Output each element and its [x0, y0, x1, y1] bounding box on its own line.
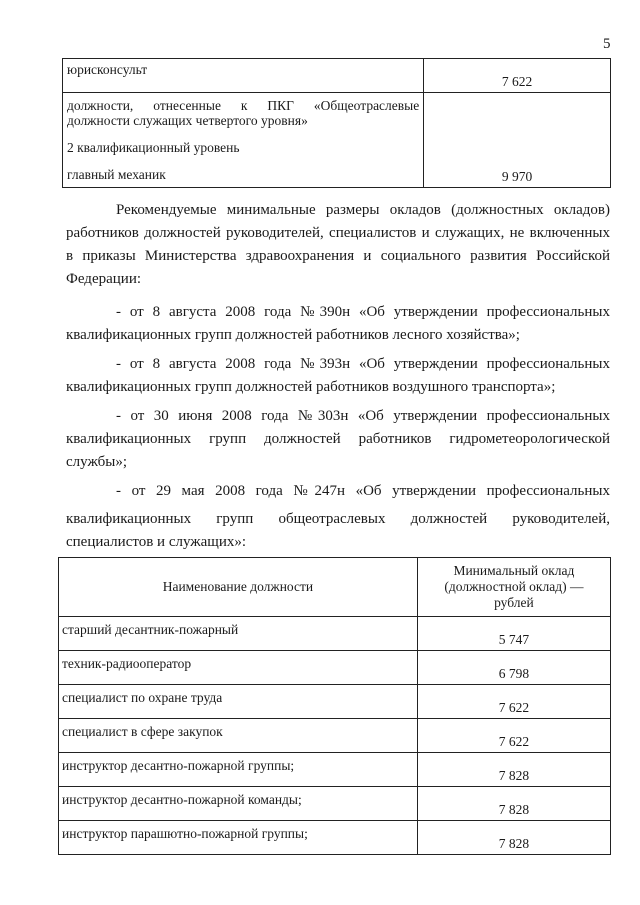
table-row — [63, 59, 611, 93]
item-4-line-3: специалистов и служащих»: — [66, 534, 247, 550]
salary-value: 7 828 — [417, 753, 610, 787]
item-2-line-1: - от 8 августа 2008 года №393н «Об утверждении профессиональных — [116, 356, 610, 372]
table-row — [59, 651, 611, 685]
table-row — [59, 787, 611, 821]
salary-table — [58, 557, 611, 855]
item-4-line-2: квалификационных групп общеотраслевых должностей руководителей, — [66, 511, 610, 527]
position-name: специалист в сфере закупок — [59, 719, 418, 753]
body-text — [66, 199, 610, 554]
table-header-row — [59, 558, 611, 617]
salary-value: 6 798 — [417, 651, 610, 685]
header-position-name: Наименование должности — [59, 558, 418, 617]
item-3-line-3: службы»; — [66, 454, 127, 470]
position-name: старший десантник-пожарный — [59, 617, 418, 651]
salary-value: 7 622 — [417, 685, 610, 719]
position-name-cell — [63, 59, 424, 93]
item-4-line-1: - от 29 мая 2008 года №247н «Об утверждении профессиональных — [116, 483, 610, 499]
group-title-line-2: должности служащих четвертого уровня» — [67, 113, 308, 128]
intro-line-3: в приказы Министерства здравоохранения и социального развития Российской — [66, 248, 610, 264]
table-row — [59, 617, 611, 651]
header-minimum-salary — [417, 558, 610, 617]
group-title-line-1: должности, отнесенные к ПКГ «Общеотраслевые — [67, 98, 420, 113]
table-row — [59, 719, 611, 753]
item-1-line-2: квалификационных групп должностей работников лесного хозяйства»; — [66, 327, 520, 343]
item-3-line-2: квалификационных групп должностей работников гидрометеорологической — [66, 431, 610, 447]
header-salary-line-2: (должностной оклад) — — [444, 579, 584, 594]
salary-value: 7 828 — [417, 821, 610, 855]
salary-value: 7 622 — [424, 59, 611, 93]
salary-value: 5 747 — [417, 617, 610, 651]
salary-value: 9 970 — [424, 93, 611, 188]
item-3-line-1: - от 30 июня 2008 года №303н «Об утверждении профессиональных — [116, 408, 610, 424]
page-number: 5 — [603, 36, 611, 52]
position-name: главный механик — [67, 167, 166, 182]
table-row — [63, 93, 611, 188]
header-salary-line-3: рублей — [494, 595, 534, 610]
item-1-line-1: - от 8 августа 2008 года №390н «Об утверждении профессиональных — [116, 304, 610, 320]
intro-line-1: Рекомендуемые минимальные размеры окладов (должностных окладов) — [116, 202, 610, 218]
position-name: техник-радиооператор — [59, 651, 418, 685]
table-row — [59, 821, 611, 855]
qualification-level: 2 квалификационный уровень — [67, 140, 240, 155]
position-name: инструктор десантно-пожарной группы; — [59, 753, 418, 787]
position-group-cell — [63, 93, 424, 188]
salary-value: 7 828 — [417, 787, 610, 821]
intro-line-4: Федерации: — [66, 271, 142, 287]
salary-value: 7 622 — [417, 719, 610, 753]
table-row — [59, 753, 611, 787]
table-row — [59, 685, 611, 719]
position-name: специалист по охране труда — [59, 685, 418, 719]
header-salary-line-1: Минимальный оклад — [453, 563, 575, 578]
position-name: инструктор десантно-пожарной команды; — [59, 787, 418, 821]
top-salary-table — [62, 58, 611, 188]
position-name: юрисконсульт — [67, 62, 148, 77]
position-name: инструктор парашютно-пожарной группы; — [59, 821, 418, 855]
intro-line-2: работников должностей руководителей, специалистов и служащих, не включенных — [66, 225, 610, 241]
item-2-line-2: квалификационных групп должностей работников воздушного транспорта»; — [66, 379, 556, 395]
